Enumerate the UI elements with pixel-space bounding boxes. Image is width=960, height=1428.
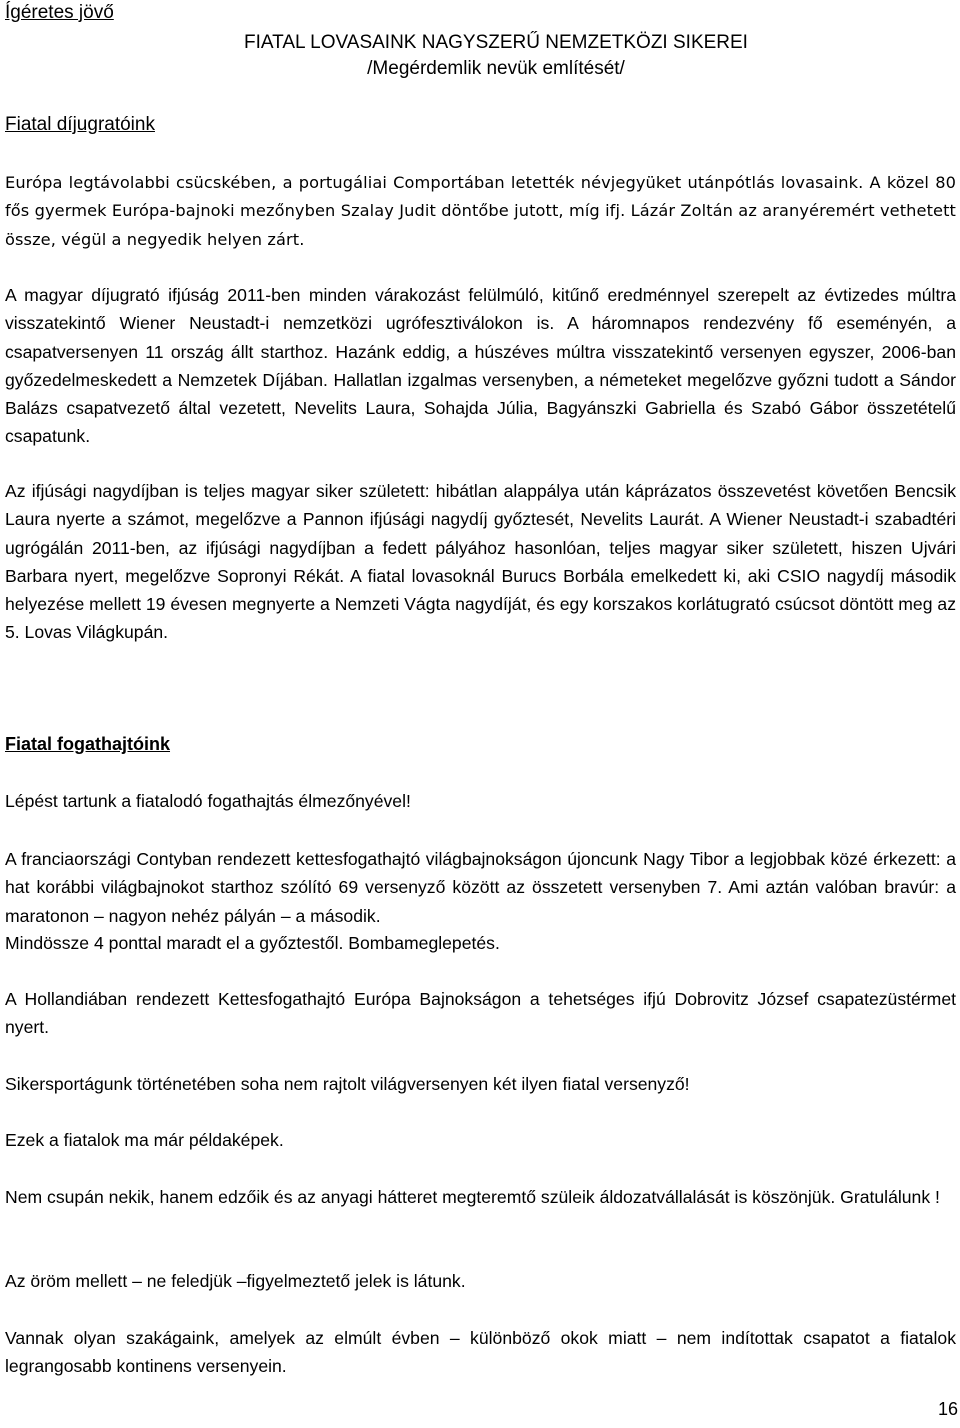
paragraph: Az öröm mellett – ne feledjük –figyelmeztető jelek is látunk. <box>5 1271 466 1291</box>
section-label: Ígéretes jövő <box>5 2 114 23</box>
paragraph: A Hollandiában rendezett Kettesfogathajtó Európa Bajnokságon a tehetséges ifjú Dobrovitz József csapatezüstérmet nyert. <box>5 989 956 1038</box>
paragraph: Ezek a fiatalok ma már példaképek. <box>5 1130 284 1150</box>
section-heading-fogathajtoink: Fiatal fogathajtóink <box>5 734 171 754</box>
paragraph: Sikersportágunk történetében soha nem rajtolt világversenyen két ilyen fiatal versenyző! <box>5 1074 690 1094</box>
paragraph: Az ifjúsági nagydíjban is teljes magyar siker született: hibátlan alappálya után káprázatos összevetést követően Bencsik Laura nyerte a számot, megelőzve a Pannon ifjúsági nagydíj győztesét, Nevelits Laurát. A Wiener Neustadt-i szabadtéri ugrógálán 2011-ben, az ifjúsági nagydíjban a fedett pályához hasonlóan, teljes magyar siker született, hiszen Ujvári Barbara nyert, megelőzve Sopronyi Rékát. A fiatal lovasoknál Burucs Borbála emelkedett ki, aki CSIO nagydíj második helyezése mellett 19 évesen megnyerte a Nemzeti Vágta nagydíját, és egy korszakos korlátugrató csúcsot döntött meg az 5. Lovas Világkupán. <box>5 481 956 643</box>
paragraph: Nem csupán nekik, hanem edzőik és az anyagi hátteret megteremtő szüleik áldozatvállalását is köszönjük. Gratulálunk ! <box>5 1187 940 1207</box>
section-heading-dijugratoink: Fiatal díjugratóink <box>5 114 155 135</box>
paragraph: Mindössze 4 ponttal maradt el a győztestől. Bombameglepetés. <box>5 933 500 953</box>
paragraph: A franciaországi Contyban rendezett kettesfogathajtó világbajnokságon újoncunk Nagy Tibor a legjobbak közé érkezett: a hat korábbi világbajnokot starthoz szólító 69 versenyző között az összetett versenyben 7. Ami aztán valóban bravúr: a maratonon – nagyon nehéz pályán – a második. <box>5 849 956 926</box>
paragraph: Európa legtávolabbi csücskében, a portugáliai Comportában letették névjegyüket utánpótlás lovasaink. A közel 80 fős gyermek Európa-bajnoki mezőnyben Szalay Judit döntőbe jutott, míg ifj. Lázár Zoltán az aranyéremért vethetett össze, végül a negyedik helyen zárt. <box>5 173 956 249</box>
paragraph: A magyar díjugrató ifjúság 2011-ben minden várakozást felülmúló, kitűnő eredménnyel szerepelt az évtizedes múltra visszatekintő Wiener Neustadt-i nemzetközi ugrófesztiválokon is. A háromnapos rendezvény fő eseményén, a csapatversenyen 11 ország állt starthoz. Hazánk eddig, a húszéves múltra visszatekintő versenyen egyszer, 2006-ban győzedelmeskedett a Nemzetek Díjában. Hallatlan izgalmas versenyben, a németeket megelőzve győzni tudott a Sándor Balázs csapatvezető által vezetett, Nevelits Laura, Sohajda Júlia, Bagyánszki Gabriella és Szabó Gábor összetételű csapatunk. <box>5 285 956 447</box>
page-title <box>5 30 957 82</box>
paragraph: Vannak olyan szakágaink, amelyek az elmúlt évben – különböző okok miatt – nem indítottak csapatot a fiatalok legrangosabb kontinens versenyein. <box>5 1328 956 1377</box>
paragraph: Lépést tartunk a fiatalodó fogathajtás élmezőnyével! <box>5 791 411 811</box>
title-line-1: FIATAL LOVASAINK NAGYSZERŰ NEMZETKÖZI SIKEREI <box>244 32 748 53</box>
title-line-2: /Megérdemlik nevük említését/ <box>367 58 625 79</box>
page-number: 16 <box>937 1399 958 1419</box>
